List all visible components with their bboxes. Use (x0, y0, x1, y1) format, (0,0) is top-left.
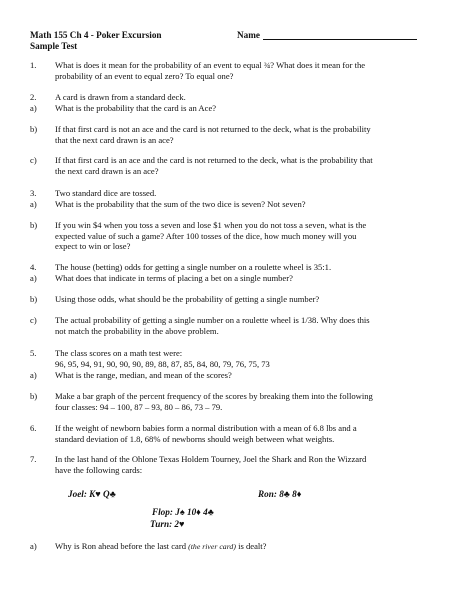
question-text: If you win $4 when you toss a seven and lose $1 when you do not toss a seven, what is the (55, 220, 367, 230)
question-marker: b) (30, 294, 38, 304)
question-marker: b) (30, 220, 38, 230)
question-marker: a) (30, 541, 37, 551)
question-text: the next card drawn is an ace? (55, 165, 159, 176)
question-marker: 7. (30, 454, 37, 464)
question-text: What is the probability that the sum of the two dice is seven? Not seven? (55, 199, 306, 209)
question-text: If that first card is not an ace and the card is not returned to the deck, what is the probability (55, 124, 371, 134)
question-text: The house (betting) odds for getting a single number on a roulette wheel is 35:1. (55, 262, 332, 272)
question-text: probability of an event to equal zero? To equal one? (55, 70, 234, 81)
question-marker: 1. (30, 60, 37, 70)
question-text: If that first card is an ace and the card is not returned to the deck, what is the probability that (55, 155, 373, 165)
turn-card: Turn: 2♥ (150, 519, 185, 529)
question-marker: a) (30, 370, 37, 380)
question-marker: a) (30, 103, 37, 113)
question-text: four classes: 94 – 100, 87 – 93, 80 – 86, 73 – 79. (55, 401, 223, 412)
question-text: If the weight of newborn babies form a normal distribution with a mean of 6.8 lbs and a (55, 423, 357, 433)
question-text: What does that indicate in terms of placing a bet on a single number? (55, 273, 293, 283)
name-blank-line (263, 39, 417, 40)
question-text-part: is dealt? (235, 541, 267, 551)
score-list: 96, 95, 94, 91, 90, 90, 90, 89, 88, 87, 85, 84, 80, 79, 76, 75, 73 (55, 358, 270, 369)
flop-cards: Flop: J♠ 10♦ 4♣ (152, 507, 214, 517)
question-marker: b) (30, 391, 38, 401)
document-subtitle: Sample Test (30, 41, 78, 51)
question-marker: a) (30, 199, 37, 209)
question-text: that the next card drawn is an ace? (55, 134, 174, 145)
question-marker: 2. (30, 92, 37, 102)
question-text: Make a bar graph of the percent frequency of the scores by breaking them into the following (55, 391, 373, 401)
question-text: expect to win or lose? (55, 241, 131, 252)
question-text: expected value of such a game? After 100 tosses of the dice, how much money will you (55, 230, 357, 241)
question-marker: b) (30, 124, 38, 134)
question-text-part: Why is Ron ahead before the last card (55, 541, 189, 551)
question-text: The class scores on a math test were: (55, 348, 183, 358)
question-text: have the following cards: (55, 464, 143, 475)
question-marker: c) (30, 155, 37, 165)
river-card-note: (the river card) (188, 542, 236, 551)
document-title: Math 155 Ch 4 - Poker Excursion (30, 30, 162, 40)
name-label: Name (237, 30, 260, 40)
question-text (55, 541, 450, 553)
question-text: In the last hand of the Ohlone Texas Holdem Tourney, Joel the Shark and Ron the Wizzard (55, 454, 367, 464)
question-text: A card is drawn from a standard deck. (55, 92, 186, 102)
question-text: The actual probability of getting a single number on a roulette wheel is 1/38. Why does this (55, 315, 370, 325)
question-text: not match the probability in the above problem. (55, 325, 219, 336)
question-text: What is the probability that the card is an Ace? (55, 103, 217, 113)
question-marker: 5. (30, 348, 37, 358)
question-marker: 4. (30, 262, 37, 272)
question-marker: 6. (30, 423, 37, 433)
question-marker: 3. (30, 188, 37, 198)
question-text: Two standard dice are tossed. (55, 188, 157, 198)
question-marker: a) (30, 273, 37, 283)
question-text: What is the range, median, and mean of the scores? (55, 370, 232, 380)
question-marker: c) (30, 315, 37, 325)
joel-hand: Joel: K♥ Q♣ (68, 489, 116, 499)
ron-hand: Ron: 8♣ 8♦ (258, 489, 302, 499)
question-text: standard deviation of 1.8, 68% of newborns should weigh between what weights. (55, 433, 335, 444)
question-text: Using those odds, what should be the probability of getting a single number? (55, 294, 320, 304)
question-text: What is does it mean for the probability of an event to equal ¾? What does it mean for the (55, 60, 366, 70)
